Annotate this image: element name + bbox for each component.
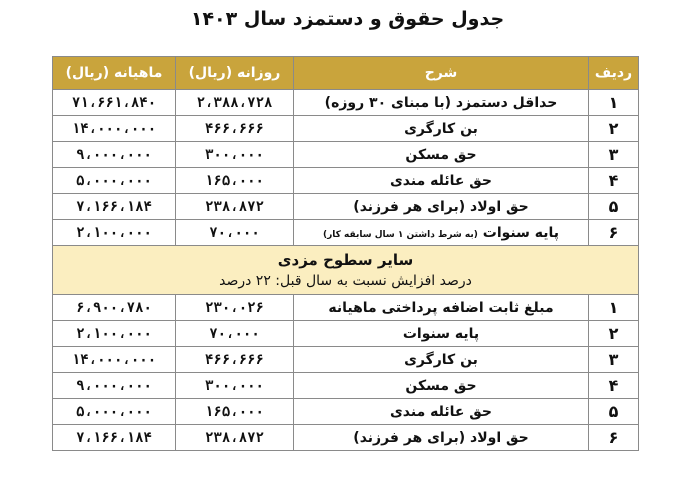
row-monthly: ۹،۰۰۰،۰۰۰ bbox=[53, 373, 176, 399]
row-monthly: ۲،۱۰۰،۰۰۰ bbox=[53, 220, 176, 246]
table-row bbox=[53, 194, 639, 220]
row-number: ۲ bbox=[589, 321, 639, 347]
row-daily: ۴۶۶،۶۶۶ bbox=[176, 347, 294, 373]
section-band-title: سایر سطوح مزدی bbox=[277, 251, 414, 269]
row-daily: ۲۳۸،۸۷۲ bbox=[176, 425, 294, 451]
row-number: ۵ bbox=[589, 399, 639, 425]
row-description: حق مسکن bbox=[294, 142, 589, 168]
row-monthly: ۱۴،۰۰۰،۰۰۰ bbox=[53, 347, 176, 373]
row-number: ۱ bbox=[589, 90, 639, 116]
table-row bbox=[53, 90, 639, 116]
table-row bbox=[53, 168, 639, 194]
row-number: ۶ bbox=[589, 220, 639, 246]
row-description bbox=[294, 220, 589, 246]
row-number: ۴ bbox=[589, 168, 639, 194]
row-daily: ۲۳۰،۰۲۶ bbox=[176, 295, 294, 321]
row-description: حق عائله مندی bbox=[294, 399, 589, 425]
row-monthly: ۶،۹۰۰،۷۸۰ bbox=[53, 295, 176, 321]
row-monthly: ۱۴،۰۰۰،۰۰۰ bbox=[53, 116, 176, 142]
row-monthly: ۹،۰۰۰،۰۰۰ bbox=[53, 142, 176, 168]
row-daily: ۷۰،۰۰۰ bbox=[176, 321, 294, 347]
table-row bbox=[53, 321, 639, 347]
header-row-number: ردیف bbox=[589, 57, 639, 90]
header-monthly: ماهیانه (ریال) bbox=[53, 57, 176, 90]
table-row bbox=[53, 373, 639, 399]
table-row bbox=[53, 295, 639, 321]
header-daily: روزانه (ریال) bbox=[176, 57, 294, 90]
row-description: حق اولاد (برای هر فرزند) bbox=[294, 425, 589, 451]
row-description: بن کارگری bbox=[294, 116, 589, 142]
row-daily: ۱۶۵،۰۰۰ bbox=[176, 399, 294, 425]
row-number: ۳ bbox=[589, 142, 639, 168]
row-daily: ۲،۳۸۸،۷۲۸ bbox=[176, 90, 294, 116]
row-daily: ۴۶۶،۶۶۶ bbox=[176, 116, 294, 142]
row-description: بن کارگری bbox=[294, 347, 589, 373]
row-description: حق عائله مندی bbox=[294, 168, 589, 194]
row-monthly: ۷،۱۶۶،۱۸۴ bbox=[53, 194, 176, 220]
row-monthly: ۵،۰۰۰،۰۰۰ bbox=[53, 399, 176, 425]
row-description-note: (به شرط داشتن ۱ سال سابقه کار) bbox=[322, 229, 478, 240]
table-header-row bbox=[53, 57, 639, 90]
table-row bbox=[53, 347, 639, 373]
table-row bbox=[53, 116, 639, 142]
section-band bbox=[53, 246, 639, 295]
table-row bbox=[53, 220, 639, 246]
row-daily: ۲۳۸،۸۷۲ bbox=[176, 194, 294, 220]
row-description: حق اولاد (برای هر فرزند) bbox=[294, 194, 589, 220]
row-description: حداقل دستمزد (با مبنای ۳۰ روزه) bbox=[294, 90, 589, 116]
table-row bbox=[53, 142, 639, 168]
row-number: ۵ bbox=[589, 194, 639, 220]
row-monthly: ۷،۱۶۶،۱۸۴ bbox=[53, 425, 176, 451]
row-daily: ۷۰،۰۰۰ bbox=[176, 220, 294, 246]
row-number: ۳ bbox=[589, 347, 639, 373]
row-monthly: ۷۱،۶۶۱،۸۴۰ bbox=[53, 90, 176, 116]
row-number: ۲ bbox=[589, 116, 639, 142]
row-description: مبلغ ثابت اضافه پرداختی ماهیانه bbox=[294, 295, 589, 321]
salary-table bbox=[52, 56, 639, 451]
row-description-text: پایه سنوات bbox=[482, 224, 560, 241]
row-number: ۶ bbox=[589, 425, 639, 451]
page-title: جدول حقوق و دستمزد سال ۱۴۰۳ bbox=[190, 8, 505, 30]
section-band-cell bbox=[53, 246, 639, 295]
table-row bbox=[53, 425, 639, 451]
section-band-subtitle: درصد افزایش نسبت به سال قبل: ۲۲ درصد bbox=[219, 273, 472, 289]
row-monthly: ۲،۱۰۰،۰۰۰ bbox=[53, 321, 176, 347]
row-daily: ۳۰۰،۰۰۰ bbox=[176, 142, 294, 168]
row-description: حق مسکن bbox=[294, 373, 589, 399]
row-description: پایه سنوات bbox=[294, 321, 589, 347]
table-row bbox=[53, 399, 639, 425]
row-number: ۴ bbox=[589, 373, 639, 399]
header-description: شرح bbox=[294, 57, 589, 90]
row-daily: ۱۶۵،۰۰۰ bbox=[176, 168, 294, 194]
row-monthly: ۵،۰۰۰،۰۰۰ bbox=[53, 168, 176, 194]
row-number: ۱ bbox=[589, 295, 639, 321]
row-daily: ۳۰۰،۰۰۰ bbox=[176, 373, 294, 399]
